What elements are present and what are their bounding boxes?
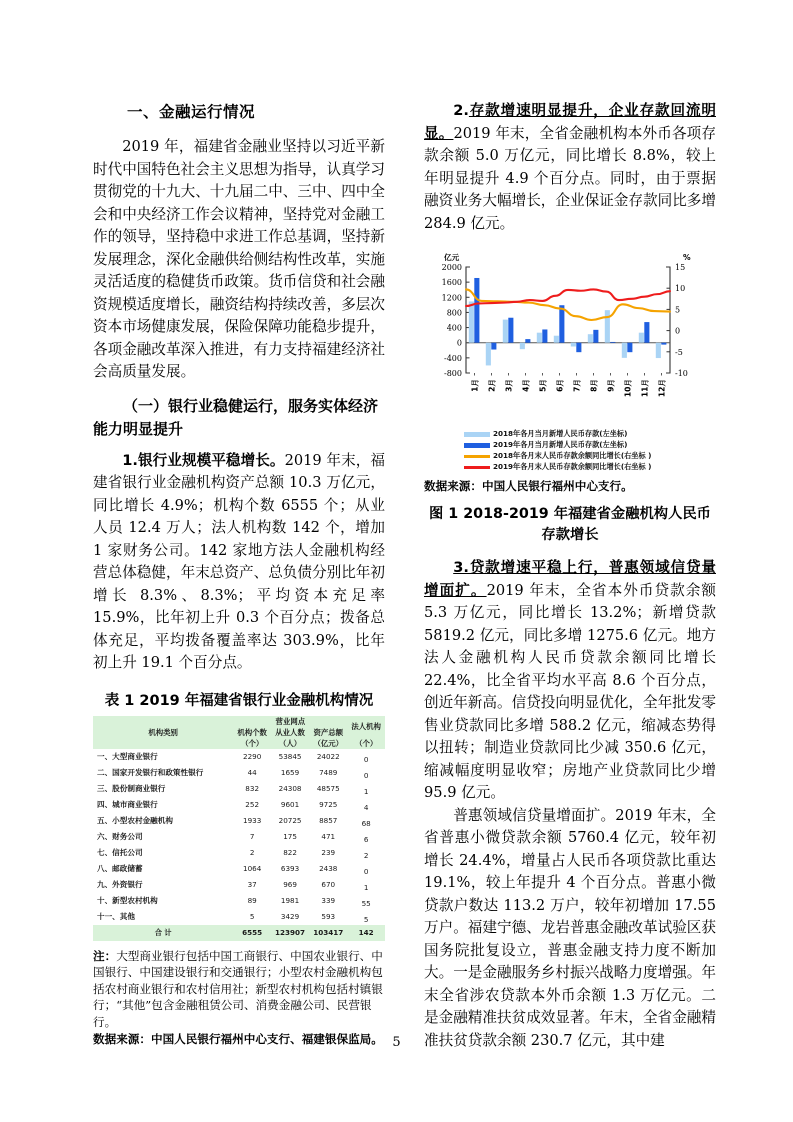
table-row	[93, 845, 385, 861]
table-row	[93, 781, 385, 797]
row-outlets: 89	[247, 896, 257, 905]
svg-text:3月: 3月	[504, 379, 514, 392]
svg-text:9月: 9月	[606, 379, 616, 392]
legend-label: 2018年各月当月新增人民币存款(左坐标)	[493, 429, 628, 438]
row-category: 三、股份制商业银行	[97, 784, 166, 793]
table-row	[93, 893, 385, 909]
row-staff: 20725	[278, 816, 302, 825]
svg-text:10: 10	[675, 284, 686, 294]
th-staff-2: （人）	[271, 738, 309, 749]
table-row	[93, 749, 385, 765]
row-legal: 55	[361, 898, 371, 908]
th-outlets-group: 营业网点	[233, 716, 347, 727]
row-assets: 7489	[319, 768, 338, 777]
legend-item	[424, 462, 716, 472]
row-staff: 24308	[278, 784, 302, 793]
th-assets-1: 资产总额	[309, 727, 347, 738]
table-row	[93, 797, 385, 813]
row-assets: 239	[321, 848, 336, 857]
row-assets: 471	[321, 832, 336, 841]
row-staff: 1981	[280, 896, 300, 905]
figure-caption: 图 1 2018-2019 年福建省金融机构人民币存款增长	[429, 506, 711, 543]
svg-text:7月: 7月	[572, 379, 582, 392]
row-assets: 9725	[319, 800, 338, 809]
legend-swatch-2019-bar	[464, 443, 490, 448]
row-legal: 1	[363, 882, 369, 892]
row-legal: 4	[363, 802, 369, 812]
table-note	[93, 948, 385, 1031]
legend-item	[424, 429, 716, 439]
legend-swatch-2018-line	[464, 455, 490, 458]
total-assets: 103417	[309, 925, 347, 941]
row-staff: 9601	[280, 800, 300, 809]
row-category: 五、小型农村金融机构	[97, 816, 173, 825]
row-legal: 0	[363, 770, 369, 780]
item3-paragraph-2: 普惠领域信贷量增面扩。2019 年末，全省普惠小微贷款余额 5760.4 亿元，较年初增长 24.4%，增量占人民币各项贷款比重达 19.1%，较上年提升 4 个百分点。普惠小微贷款户数达 113.2 万户，较年初增加 17.55 万户。福建宁德、龙岩普惠金融改革试验区获国务院批复设立，普惠金融支持力度不断加大。一是金融服务乡村振兴战略力度增强。年末全省涉农贷款本外币余额 1.3 万亿元。二是金融精准扶贫成效显著。年末，全省金融精准扶贫贷款余额 230.7 亿元，其中建	[424, 806, 716, 1049]
item1-paragraph	[93, 450, 385, 675]
svg-text:400: 400	[446, 323, 462, 333]
th-outlets-1: 机构个数	[233, 727, 271, 738]
deposit-growth-chart	[424, 245, 716, 472]
chart-svg	[424, 245, 716, 423]
th-staff-1: 从业人数	[271, 727, 309, 738]
row-legal: 2	[363, 850, 369, 860]
table-caption: 表 1 2019 年福建省银行业金融机构情况	[104, 692, 374, 709]
legend-label: 2019年各月当月新增人民币存款(左坐标)	[493, 440, 628, 449]
table-row	[93, 765, 385, 781]
table-row	[93, 909, 385, 925]
row-assets: 8857	[319, 816, 338, 825]
chart-source: 数据来源：中国人民银行福州中心支行。	[424, 479, 633, 493]
table-header-row-1	[93, 716, 385, 727]
th-legal-1: 法人机构	[347, 716, 385, 738]
row-legal: 5	[363, 914, 369, 924]
item1-body: 2019 年末，福建省银行业金融机构资产总额 10.3 万亿元，同比增长 4.9%；机构个数 6555 个；从业人员 12.4 万人；法人机构数 142 个，增加 1 家财务公司。142 家地方法人金融机构经营总体稳健，年末总资产、总负债分别比年初增长 8.3%、8.3%；平均资本充足率 15.9%，比年初上升 0.3 个百分点；拨备总体充足，平均拨备覆盖率达 303.9%，比年初上升 19.1 个百分点。	[93, 451, 386, 671]
section-heading: 一、金融运行情况	[127, 103, 256, 121]
total-label: 合 计	[93, 925, 233, 941]
right-column	[424, 100, 716, 1052]
row-assets: 593	[321, 912, 336, 921]
svg-text:亿元: 亿元	[444, 253, 460, 262]
th-legal-2: （个）	[347, 738, 385, 749]
row-legal: 1	[363, 786, 369, 796]
row-staff: 1659	[280, 768, 300, 777]
legend-swatch-2018-bar	[464, 432, 490, 437]
row-category: 四、城市商业银行	[97, 800, 158, 809]
page-number: 5	[392, 1035, 401, 1050]
svg-text:%: %	[683, 253, 691, 262]
row-assets: 2438	[319, 864, 338, 873]
table-row	[93, 829, 385, 845]
table-row	[93, 813, 385, 829]
row-category: 六、财务公司	[97, 832, 143, 841]
svg-text:0: 0	[675, 326, 681, 336]
svg-text:1月: 1月	[470, 379, 480, 392]
row-category: 七、信托公司	[97, 848, 143, 857]
left-column	[93, 100, 385, 1048]
row-staff: 6393	[280, 864, 300, 873]
subsection-heading: （一）银行业稳健运行，服务实体经济能力明显提升	[93, 396, 379, 438]
svg-text:6月: 6月	[555, 379, 565, 392]
svg-text:800: 800	[446, 308, 462, 318]
svg-text:8月: 8月	[589, 379, 599, 392]
total-legal: 142	[347, 925, 385, 941]
row-outlets: 1933	[243, 816, 262, 825]
legend-label: 2019年各月末人民币存款余额同比增长(右坐标 )	[493, 462, 652, 471]
row-assets: 24022	[316, 752, 340, 761]
row-outlets: 1064	[243, 864, 262, 873]
table-row	[93, 877, 385, 893]
row-category: 八、邮政储蓄	[97, 864, 143, 873]
svg-text:5: 5	[675, 305, 681, 315]
row-outlets: 7	[249, 832, 255, 841]
row-legal: 6	[363, 834, 369, 844]
th-category: 机构类别	[93, 716, 233, 749]
svg-text:12月: 12月	[657, 379, 667, 398]
legend-item	[424, 440, 716, 450]
table-source: 数据来源：中国人民银行福州中心支行、福建银保监局。	[93, 1032, 383, 1046]
svg-text:-5: -5	[675, 347, 683, 357]
svg-text:4月: 4月	[521, 379, 531, 392]
svg-text:-800: -800	[444, 369, 462, 378]
item2-body: 2019 年末，全省金融机构本外币各项存款余额 5.0 万亿元，同比增长 8.8%，较上年明显提升 4.9 个百分点。同时，由于票据融资业务大幅增长，企业保证金存款同比多增 284.9 亿元。	[424, 124, 716, 232]
svg-text:2000: 2000	[441, 263, 462, 272]
row-staff: 53845	[278, 752, 302, 761]
row-assets: 339	[321, 896, 336, 905]
row-legal: 0	[363, 754, 369, 764]
table-row	[93, 861, 385, 877]
item3-body: 2019 年末，全省本外币贷款余额 5.3 万亿元，同比增长 13.2%；新增贷款 5819.2 亿元，同比多增 1275.6 亿元。地方法人金融机构人民币贷款余额同比增长 22.4%，比全省平均水平高 8.6 个百分点，创近年新高。信贷投向明显优化，全年批发零售业贷款同比多增 588.2 亿元，缩减态势得以扭转；制造业贷款同比少减 350.6 亿元，缩减幅度明显收窄；房地产业贷款同比少增 95.9 亿元。	[424, 581, 716, 801]
svg-text:15: 15	[675, 263, 686, 272]
th-outlets-2: （个）	[233, 738, 271, 749]
row-outlets: 37	[247, 880, 257, 889]
svg-text:-400: -400	[444, 353, 462, 363]
total-outlets: 6555	[233, 925, 271, 941]
table-note-text: 大型商业银行包括中国工商银行、中国农业银行、中国银行、中国建设银行和交通银行；小型农村金融机构包括农村商业银行和农村信用社；新型农村机构包括村镇银行；“其他”包含金融租赁公司、消费金融公司、民营银行。	[93, 948, 383, 1029]
row-outlets: 252	[245, 800, 260, 809]
paragraph-overview: 2019 年，福建省金融业坚持以习近平新时代中国特色社会主义思想为指导，认真学习贯彻党的十九大、十九届二中、三中、四中全会和中央经济工作会议精神，坚持党对金融工作的领导，坚持稳中求进工作总基调，坚持新发展理念，深化金融供给侧结构性改革，实施灵活适度的稳健货币政策。货币信贷和社会融资规模适度增长，融资结构持续改善，多层次资本市场健康发展，保险保障功能稳步提升，各项金融改革深入推进，有力支持福建经济社会高质量发展。	[93, 138, 385, 380]
item3-lead: 3.贷款增速平稳上行，普惠领域信贷量增面扩。	[424, 559, 716, 599]
row-outlets: 832	[245, 784, 260, 793]
total-staff: 123907	[271, 925, 309, 941]
item3-paragraph	[424, 557, 716, 805]
row-staff: 175	[283, 832, 297, 841]
row-staff: 822	[283, 848, 297, 857]
svg-text:11月: 11月	[640, 379, 650, 398]
row-assets: 670	[321, 880, 336, 889]
row-legal: 0	[363, 866, 369, 876]
row-category: 二、国家开发银行和政策性银行	[97, 768, 204, 777]
row-category: 十、新型农村机构	[97, 896, 158, 905]
item2-paragraph	[424, 100, 716, 235]
legend-item	[424, 451, 716, 461]
svg-text:1200: 1200	[441, 293, 462, 303]
chart-legend	[424, 429, 716, 472]
row-category: 九、外资银行	[97, 880, 143, 889]
row-assets: 48575	[316, 784, 340, 793]
row-category: 十一、其他	[97, 912, 135, 921]
table-total-row	[93, 925, 385, 941]
row-outlets: 44	[247, 768, 257, 777]
item1-lead: 1.银行业规模平稳增长。	[122, 451, 285, 469]
item2-lead: 存款增速明显提升，企业存款回流明显。	[424, 102, 716, 142]
svg-text:2月: 2月	[487, 379, 497, 392]
svg-text:0: 0	[456, 338, 462, 348]
th-assets-2: （亿元）	[309, 738, 347, 749]
row-outlets: 5	[249, 912, 255, 921]
svg-text:-10: -10	[675, 369, 688, 378]
svg-text:1600: 1600	[441, 278, 462, 288]
row-outlets: 2290	[243, 752, 262, 761]
bank-institutions-table	[93, 716, 385, 941]
table-note-label: 注：	[93, 948, 117, 963]
row-outlets: 2	[249, 848, 255, 857]
legend-swatch-2019-line	[464, 466, 490, 469]
svg-text:10月: 10月	[623, 379, 633, 398]
svg-text:5月: 5月	[538, 379, 548, 392]
item2-number: 2.	[453, 102, 469, 119]
row-staff: 969	[283, 880, 297, 889]
row-staff: 3429	[280, 912, 300, 921]
row-category: 一、大型商业银行	[97, 752, 158, 761]
legend-label: 2018年各月末人民币存款余额同比增长(右坐标 )	[493, 451, 652, 460]
row-legal: 68	[361, 818, 371, 828]
